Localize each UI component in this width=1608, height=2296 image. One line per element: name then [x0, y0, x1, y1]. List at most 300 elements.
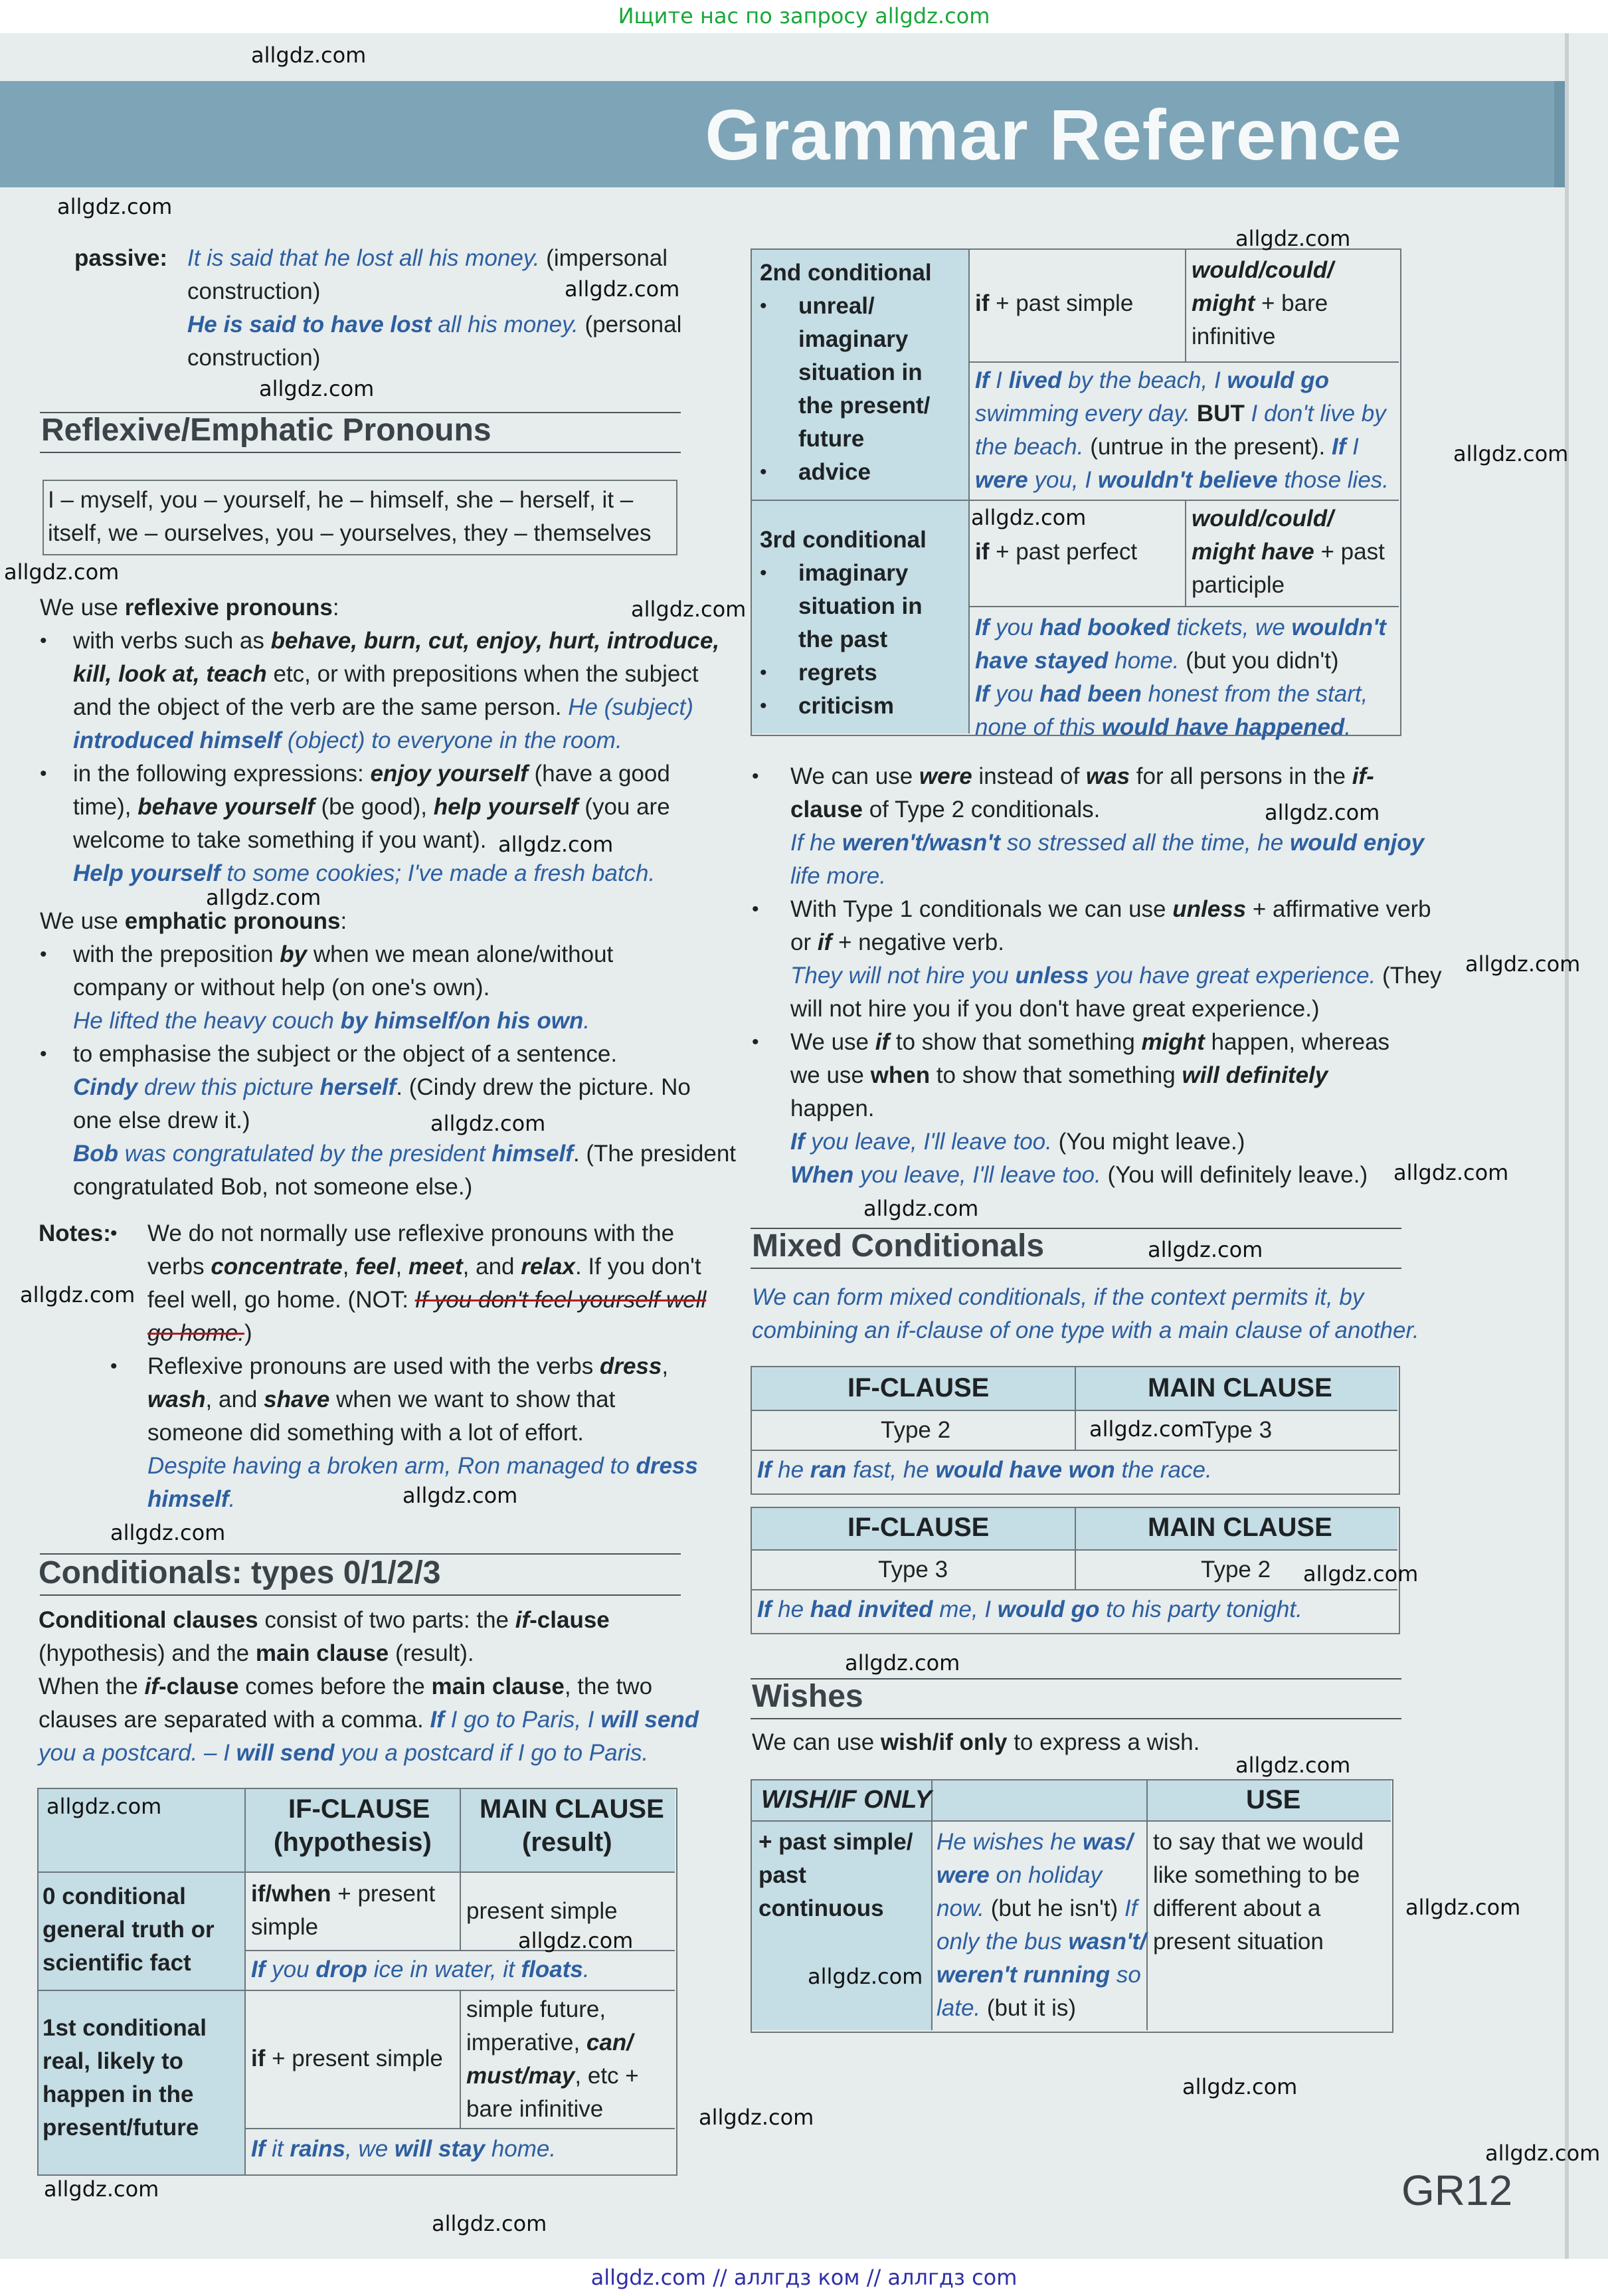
mixed-t1-h-main: MAIN CLAUSE — [1148, 1373, 1332, 1402]
rn1-line-3 — [790, 826, 1424, 860]
rn3-l4b: you leave, I'll leave too. — [804, 1129, 1052, 1155]
r1-if — [251, 2042, 443, 2075]
r1-main-2 — [466, 2026, 633, 2059]
r0-main: present simple — [466, 1898, 618, 1924]
note2-line-2 — [147, 1383, 615, 1416]
table-rule — [752, 1589, 1397, 1590]
r2-ex-l4c: wouldn't believe — [1097, 467, 1278, 493]
passive-line-2: construction) — [187, 278, 321, 304]
emph-e2-l2d: . (Cindy drew the picture. No — [396, 1074, 691, 1100]
r3-if-a: if — [975, 539, 990, 565]
r2-ex-l2a: swimming every day. — [975, 401, 1197, 427]
r3-main-2b: + past — [1314, 539, 1385, 565]
rn3-l1e: happen, whereas — [1204, 1029, 1390, 1055]
cond-p2-line-1 — [39, 1670, 652, 1703]
cond-p2-l1c: -clause — [158, 1674, 239, 1699]
rn1-l1e: for all persons in the — [1130, 763, 1352, 789]
mixed-heading: Mixed Conditionals — [752, 1228, 1045, 1264]
r2-example-4 — [975, 464, 1389, 497]
section-rule — [751, 1718, 1401, 1719]
passive-l3a: He is said to have lost — [187, 312, 432, 337]
section-rule — [40, 452, 681, 453]
table-divider — [244, 1789, 246, 2174]
cond-p2-l2a: clauses are separated with a comma. — [39, 1707, 430, 1733]
watermark: allgdz.com — [863, 1196, 979, 1221]
wishes-c1-1: + past simple/ — [759, 1829, 913, 1855]
cond-p2-l1e: main clause — [431, 1674, 565, 1699]
rn3-l1c: to show that something — [889, 1029, 1142, 1055]
watermark: allgdz.com — [971, 505, 1087, 530]
passive-line-4: construction) — [187, 345, 321, 371]
table-divider — [968, 250, 970, 733]
bullet-icon: • — [760, 562, 767, 584]
rn3-l1d: might — [1141, 1029, 1205, 1055]
passive-line-3 — [187, 308, 681, 341]
watermark: allgdz.com — [251, 43, 367, 68]
rn1-l3b: weren't/wasn't — [842, 830, 1001, 856]
table-rule — [244, 2128, 675, 2129]
emph-b2-line-1: to emphasise the subject or the object of a sentence. — [73, 1041, 618, 1067]
n1-l4b: ) — [244, 1320, 252, 1346]
watermark: allgdz.com — [1303, 1561, 1419, 1586]
emph-b2-line-4 — [73, 1137, 736, 1171]
r0-ex-d: ice in water, it — [367, 1957, 521, 1982]
bullet-icon: • — [40, 943, 47, 965]
ref-use-c: : — [332, 595, 339, 621]
rn1-line-2 — [790, 793, 1100, 826]
w-c2-l5a: weren't running — [937, 1962, 1111, 1988]
cond-p2-l3b: will send — [236, 1740, 335, 1766]
wishes-intro — [752, 1726, 1200, 1759]
watermark: allgdz.com — [565, 276, 680, 302]
r3-ex-l4b: would have happened — [1101, 714, 1345, 740]
cond-p2-line-3 — [39, 1737, 648, 1770]
mt2-ex-f: to his party tonight. — [1099, 1596, 1302, 1622]
r3-name-5: regrets — [798, 660, 877, 686]
watermark: allgdz.com — [845, 1650, 960, 1675]
table-rule — [968, 361, 1399, 363]
ref-b1-line-1 — [73, 624, 719, 658]
ref-b1-l4a: introduced himself — [73, 727, 282, 753]
mixed-t1-h-if: IF-CLAUSE — [848, 1373, 990, 1402]
watermark: allgdz.com — [4, 559, 120, 585]
table-rule — [752, 1410, 1397, 1411]
wishes-c3-2: like something to be — [1153, 1862, 1360, 1888]
notes-label: Notes: — [39, 1220, 111, 1246]
n2-l5: himself — [147, 1486, 229, 1512]
th-main-2: (result) — [522, 1828, 612, 1857]
passive-l1c: (impersonal — [539, 245, 668, 271]
rn1-l2a: clause — [790, 797, 863, 822]
r2-example-3 — [975, 430, 1359, 464]
r1-name-3: happen in the — [43, 2081, 194, 2107]
page-number: GR12 — [1401, 2166, 1513, 2214]
r3-example-4 — [975, 711, 1351, 744]
n2-l2d: when we want to show that — [329, 1387, 616, 1412]
rn1-l3c: so stressed all the time, he — [1000, 830, 1290, 856]
rn3-l4c: (You might leave.) — [1051, 1129, 1245, 1155]
pronoun-box-line-1: I – myself, you – yourself, he – himself, she – herself, it – — [48, 487, 634, 513]
r1-ex-c: rains — [290, 2136, 345, 2162]
ref-b2-l1a: in the following expressions: — [73, 761, 371, 787]
r1-ex-f: home. — [485, 2136, 557, 2162]
cond-p2-l2b: If — [430, 1707, 444, 1733]
n1-l2b: concentrate — [211, 1254, 343, 1280]
watermark: allgdz.com — [432, 2211, 547, 2236]
bullet-icon: • — [760, 295, 767, 317]
note2-line-3: someone did something with a lot of effort. — [147, 1420, 584, 1446]
table-rule — [39, 1871, 675, 1873]
bullet-icon: • — [110, 1355, 118, 1377]
bullet-icon: • — [40, 630, 47, 652]
w-c2-l4b: wasn't/ — [1068, 1929, 1146, 1955]
w-c2-l2b: on holiday — [989, 1862, 1103, 1888]
emph-e1-l3a: He lifted the heavy couch — [73, 1008, 341, 1034]
mixed-t2-h-main: MAIN CLAUSE — [1148, 1513, 1332, 1542]
r0-if-a: if/when — [251, 1881, 331, 1907]
ref-b1-line-4 — [73, 724, 622, 757]
emph-b2-line-3: one else drew it.) — [73, 1107, 250, 1133]
n1-l3a: feel well, go home. (NOT: — [147, 1287, 415, 1313]
mixed-t2-main: Type 2 — [1201, 1557, 1271, 1582]
ref-b2-line-3: welcome to take something if you want). — [73, 827, 487, 853]
bullet-icon: • — [752, 765, 759, 787]
rn3-l1a: We use — [790, 1029, 875, 1055]
watermark: allgdz.com — [430, 1111, 546, 1136]
bullet-icon: • — [40, 1043, 47, 1065]
bullet-icon: • — [110, 1222, 118, 1244]
cond-p1-l1b: consist of two parts: the — [258, 1607, 515, 1633]
emph-e2-l4a: Bob — [73, 1141, 119, 1167]
rn2-l2a: or — [790, 929, 818, 955]
n1-l2g: , and — [462, 1254, 521, 1280]
note2-line-4 — [147, 1450, 698, 1483]
bottom-banner[interactable]: allgdz.com // аллгдз ком // аллгдз com — [0, 2259, 1608, 2296]
r3-ex-l1c: had booked — [1039, 615, 1170, 640]
r0-ex-f: . — [582, 1957, 590, 1982]
n2-l1c: , — [662, 1353, 669, 1379]
w-c2-l1b: was/ — [1082, 1829, 1133, 1855]
wishes-c1-2: past — [759, 1862, 806, 1888]
cond-p1-l1c: if — [515, 1607, 530, 1633]
r0-name-1: 0 conditional — [43, 1883, 186, 1909]
rn3-l2d: will definitely — [1182, 1062, 1328, 1088]
ref-b2-line-4 — [73, 857, 655, 890]
n2-l2b: , and — [205, 1387, 264, 1412]
r2-ex-l3c: If — [1332, 434, 1346, 460]
note2-line-5 — [147, 1483, 235, 1516]
mixed-intro-2: combining an if-clause of one type with a main clause of another. — [752, 1317, 1419, 1343]
watermark: allgdz.com — [1393, 1160, 1509, 1185]
r2-ex-l3a: the beach. — [975, 434, 1084, 460]
ref-b1-l3a: and the object of the verb are the same person. — [73, 694, 569, 720]
rn2-l1c: + affirmative verb — [1246, 896, 1431, 922]
emph-e2-l4c: himself — [491, 1141, 573, 1167]
r2-main-2b: + bare — [1255, 290, 1328, 316]
reflexive-intro — [40, 591, 339, 624]
emph-e1-l3c: . — [583, 1008, 590, 1034]
n2-l1b: dress — [599, 1353, 662, 1379]
emph-b2-line-5: congratulated Bob, not someone else.) — [73, 1174, 473, 1200]
r1-name-2: real, likely to — [43, 2048, 184, 2074]
ref-b2-line-1 — [73, 757, 670, 791]
r2-if-a: if — [975, 290, 990, 316]
r1-ex-a: If — [251, 2136, 266, 2162]
watermark: allgdz.com — [1148, 1237, 1263, 1262]
ref-b1-l2b: etc, or with prepositions when the subject — [266, 661, 699, 687]
w-c2-l3a: now. — [937, 1895, 984, 1921]
emph-b1-line-3 — [73, 1004, 590, 1038]
r3-name-1: 3rd conditional — [760, 527, 927, 553]
r3-main-2a: might have — [1192, 539, 1314, 565]
rn1-line-4: life more. — [790, 863, 886, 889]
table-rule — [752, 1820, 1391, 1822]
table-divider — [1075, 1367, 1076, 1450]
n1-l2a: verbs — [147, 1254, 211, 1280]
rn1-l1d: was — [1085, 763, 1130, 789]
table-rule — [39, 1990, 675, 1991]
n1-l2i: . If you don't — [575, 1254, 701, 1280]
wishes-c2-6 — [937, 1992, 1076, 2025]
rn2-l2b: if — [817, 929, 832, 955]
rn1-l1f: if- — [1352, 763, 1374, 789]
ref-b2-l2e: (you are — [578, 794, 670, 820]
bullet-icon: • — [752, 898, 759, 920]
r2-ex-l4d: those lies. — [1277, 467, 1389, 493]
cond-p1-l2c: (result). — [389, 1640, 474, 1666]
cond-p2-l2d: will send — [600, 1707, 699, 1733]
table-rule — [752, 1549, 1397, 1551]
passive-l1b: that he lost all his money. — [272, 245, 540, 271]
r1-ex-d: , we — [345, 2136, 395, 2162]
wishes-c2-1 — [937, 1826, 1133, 1859]
watermark: allgdz.com — [44, 2176, 159, 2202]
mt1-ex-e: would have won — [935, 1457, 1115, 1483]
rn3-l5a: When — [790, 1162, 854, 1188]
n2-l5b: . — [228, 1486, 236, 1512]
ref-b2-l1b: enjoy yourself — [370, 761, 528, 787]
table-divider — [460, 1789, 461, 1871]
rn1-l3a: If he — [790, 830, 842, 856]
n2-l4b: dress — [636, 1453, 698, 1479]
r2-ex-l1b: I — [989, 367, 1009, 393]
r2-name-7: advice — [798, 459, 871, 485]
n1-l2c: , — [342, 1254, 356, 1280]
mt1-ex-d: fast, he — [846, 1457, 936, 1483]
watermark: allgdz.com — [498, 832, 614, 857]
watermark: allgdz.com — [259, 376, 375, 401]
pronoun-box-line-2: itself, we – ourselves, you – yourselves, they – themselves — [48, 520, 652, 546]
r2-ex-l1d: by the beach, I — [1061, 367, 1227, 393]
rn2-line-4: will not hire you if you don't have great experience.) — [790, 996, 1320, 1022]
rn3-l5c: (You will definitely leave.) — [1101, 1162, 1368, 1188]
r2-ex-l1e: would go — [1227, 367, 1329, 393]
passive-line-1 — [187, 242, 668, 275]
mt1-ex-c: ran — [810, 1457, 847, 1483]
r2-name-5: the present/ — [798, 393, 931, 419]
r1-ex-b: it — [265, 2136, 290, 2162]
rn2-line-1 — [790, 893, 1431, 926]
w-c2-l3c: If — [1124, 1895, 1138, 1921]
passive-label: passive: — [74, 245, 168, 271]
cond-p1-line-2 — [39, 1637, 474, 1670]
r0-ex-c: drop — [315, 1957, 368, 1982]
n2-l4a: Despite having a broken arm, Ron managed to — [147, 1453, 636, 1479]
ref-b2-l1c: (have a good — [527, 761, 670, 787]
r2-ex-l1a: If — [975, 367, 990, 393]
watermark: allgdz.com — [57, 194, 173, 219]
ref-b2-l2d: help yourself — [433, 794, 579, 820]
ref-b2-l2b: behave yourself — [137, 794, 315, 820]
watermark: allgdz.com — [1265, 800, 1380, 825]
r3-ex-l3c: had been — [1039, 681, 1142, 707]
r2-ex-l3b: (untrue in the present). — [1083, 434, 1332, 460]
passive-l3b: all his money. — [431, 312, 579, 337]
r3-if-b: + past perfect — [989, 539, 1138, 565]
ref-b2-l2a: time), — [73, 794, 138, 820]
r0-if-b: + present — [331, 1881, 436, 1907]
rn1-l1c: instead of — [972, 763, 1086, 789]
mixed-intro-1: We can form mixed conditionals, if the context permits it, by — [752, 1284, 1364, 1310]
cond-p1-line-1 — [39, 1604, 610, 1637]
rn2-l2c: + negative verb. — [832, 929, 1004, 955]
bullet-icon: • — [760, 695, 767, 717]
ref-b1-l2a: kill, look at, teach — [73, 661, 267, 687]
table-divider — [1185, 250, 1186, 361]
emph-e1-l3b: by himself/on his own — [340, 1008, 584, 1034]
r3-ex-l2b: home. — [1108, 648, 1180, 674]
w-c2-l6a: late. — [937, 1995, 981, 2021]
mixed-t1-main: Type 3 — [1202, 1417, 1273, 1443]
table-divider — [1146, 1780, 1148, 2030]
r2-example-1 — [975, 364, 1329, 397]
watermark: allgdz.com — [699, 2105, 814, 2130]
watermark: allgdz.com — [518, 1928, 634, 1953]
note1-line-4 — [147, 1317, 252, 1350]
r2-ex-l4b: you, I — [1027, 467, 1098, 493]
note1-line-2 — [147, 1250, 701, 1284]
r3-example-2 — [975, 644, 1339, 678]
r3-name-4: the past — [798, 626, 888, 652]
r2-main-3: infinitive — [1192, 324, 1276, 349]
ref-b1-l4b: (object) to everyone in the room. — [281, 727, 622, 753]
page-title: Grammar Reference — [705, 94, 1402, 175]
r1-main-2a: imperative, — [466, 2030, 586, 2056]
r1-main-1: simple future, — [466, 1996, 606, 2022]
cond-p1-l1d: -clause — [529, 1607, 610, 1633]
table-divider — [460, 1990, 461, 2128]
rn3-line-2 — [790, 1059, 1328, 1092]
rn3-line-1 — [790, 1026, 1389, 1059]
rn2-l3a: They will not hire you — [790, 963, 1016, 989]
cond-p2-l3a: you a postcard. – I — [39, 1740, 236, 1766]
top-banner[interactable]: Ищите нас по запросу allgdz.com — [0, 0, 1608, 33]
rn2-l3c: you have great experience. — [1089, 963, 1376, 989]
r2-ex-l4a: were — [975, 467, 1028, 493]
bullet-icon: • — [40, 763, 47, 785]
emph-b1-line-1 — [73, 938, 613, 971]
r0-if-line-2: simple — [251, 1914, 319, 1940]
rn1-l1b: were — [919, 763, 972, 789]
r3-name-3: situation in — [798, 593, 923, 619]
ref-b1-line-3 — [73, 691, 693, 724]
r3-main-3: participle — [1192, 572, 1285, 598]
th-if-1: IF-CLAUSE — [288, 1794, 430, 1824]
reflexive-heading: Reflexive/Emphatic Pronouns — [41, 413, 491, 448]
watermark: allgdz.com — [206, 885, 321, 910]
cond-p2-l1b: if — [144, 1674, 159, 1699]
r2-if-b: + past simple — [989, 290, 1134, 316]
ref-b1-l1a: with verbs such as — [73, 628, 271, 654]
note1-line-1: We do not normally use reflexive pronouns with the — [147, 1220, 675, 1246]
r3-example-1 — [975, 611, 1386, 644]
watermark: allgdz.com — [1235, 1753, 1351, 1778]
watermark: allgdz.com — [1485, 2141, 1601, 2166]
w-c2-l5b: so — [1110, 1962, 1141, 1988]
r3-main-1: would/could/ — [1192, 506, 1334, 531]
ref-b1-l1b: behave, burn, cut, enjoy, hurt, introduce, — [270, 628, 720, 654]
r3-ex-l3d: honest from the start, — [1141, 681, 1368, 707]
rn1-l3d: would enjoy — [1289, 830, 1425, 856]
table-divider — [931, 1780, 933, 2030]
wishes-h-wish: WISH/IF ONLY — [761, 1786, 932, 1814]
th-main-1: MAIN CLAUSE — [480, 1794, 664, 1824]
r2-main-2a: might — [1192, 290, 1255, 316]
r1-if-a: if — [251, 2046, 266, 2071]
rn3-line-3: happen. — [790, 1096, 875, 1121]
emph-a: We use — [40, 908, 125, 934]
wishes-heading: Wishes — [752, 1679, 863, 1714]
cond-p2-l3c: you a postcard if I go to Paris. — [334, 1740, 649, 1766]
cond-p2-l1f: , the two — [564, 1674, 653, 1699]
wishes-c3-1: to say that we would — [1153, 1829, 1364, 1855]
ref-b2-line-2 — [73, 791, 670, 824]
r0-ex-b: you — [265, 1957, 316, 1982]
r0-if-line-1 — [251, 1877, 435, 1911]
rn1-l2b: of Type 2 conditionals. — [862, 797, 1101, 822]
watermark: allgdz.com — [402, 1483, 518, 1508]
bullet-icon: • — [752, 1031, 759, 1053]
rn2-l1a: With Type 1 conditionals we can use — [790, 896, 1173, 922]
r1-main-3a: must/may — [466, 2063, 575, 2089]
r0-name-3: scientific fact — [43, 1950, 191, 1976]
rn3-l4a: If — [790, 1129, 805, 1155]
r3-ex-l1e: wouldn't — [1291, 615, 1386, 640]
r3-example-3 — [975, 678, 1368, 711]
page-edge — [1565, 33, 1569, 2259]
r3-ex-l1a: If — [975, 615, 990, 640]
emph-e1-l1a: with the preposition — [73, 941, 280, 967]
r1-example — [251, 2133, 556, 2166]
r1-main-3b: , etc + — [575, 2063, 639, 2089]
mixed-t2-if: Type 3 — [878, 1557, 948, 1582]
r2-ex-l3d: I — [1346, 434, 1359, 460]
r3-name-2: imaginary — [798, 560, 909, 586]
emph-e2-l4d: . (The president — [573, 1141, 737, 1167]
emph-e2-l4b: was congratulated by the president — [118, 1141, 492, 1167]
r3-main-2 — [1192, 535, 1385, 569]
wishes-c3-3: different about a — [1153, 1895, 1321, 1921]
r1-main-2b: can/ — [586, 2030, 633, 2056]
cond-p2-line-2 — [39, 1703, 699, 1737]
r0-name-2: general truth or — [43, 1917, 215, 1943]
watermark: allgdz.com — [20, 1282, 135, 1307]
rn3-l2c: to show that something — [930, 1062, 1182, 1088]
rn2-l1b: unless — [1172, 896, 1247, 922]
rn2-l3b: unless — [1015, 963, 1089, 989]
ref-b1-l3b: He (subject) — [568, 694, 693, 720]
section-rule — [40, 1594, 681, 1596]
